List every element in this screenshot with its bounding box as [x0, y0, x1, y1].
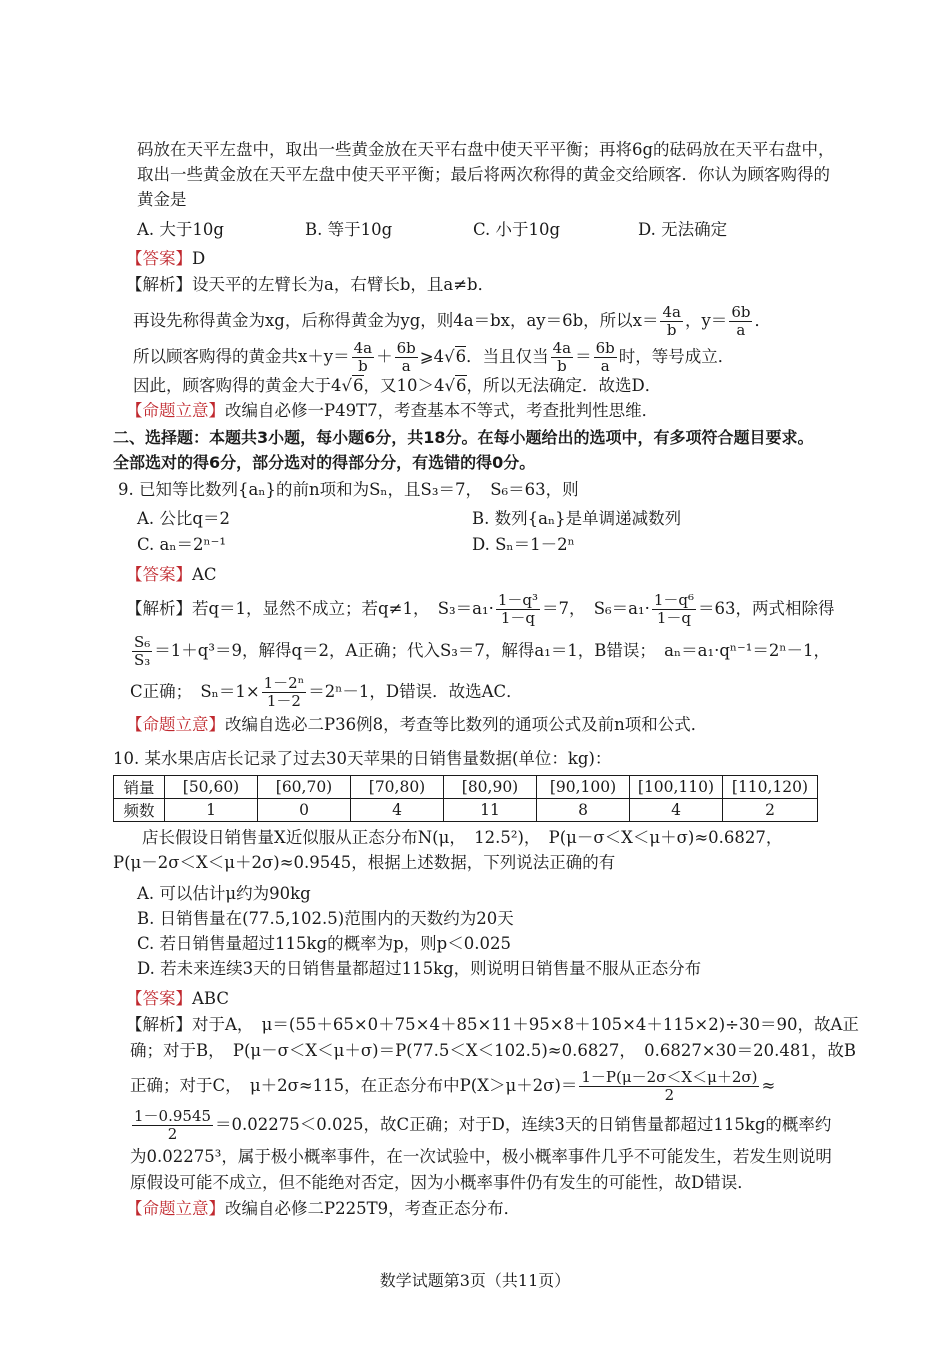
section2-header-line2: 全部选对的得6分，部分选对的得部分分，有选错的得0分。 [113, 453, 536, 472]
q9-answer: 【答案】AC [126, 565, 217, 584]
q8-stem-line3: 黄金是 [137, 190, 187, 209]
answer-label: 【答案】 [126, 249, 192, 268]
q10-answer: 【答案】ABC [126, 989, 229, 1008]
page-footer: 数学试题第3页（共11页） [379, 1271, 571, 1290]
table-cell: [70,80) [351, 776, 444, 799]
q10-analysis-line6: 原假设可能不成立，但不能绝对否定，因为小概率事件仍有发生的可能性，故D错误． [130, 1173, 754, 1192]
q10-intent: 【命题立意】改编自必修二P225T9，考查正态分布． [126, 1199, 521, 1218]
q10-option-a: A. 可以估计μ约为90kg [137, 884, 311, 903]
intent-label: 【命题立意】 [126, 715, 225, 734]
table-cell: 1 [165, 799, 258, 822]
table-cell: [80,90) [444, 776, 537, 799]
q10-stem-line2: 店长假设日销售量X近似服从正态分布N(μ， 12.5²)， P(μ－σ＜X＜μ＋σ)≈0.6827， [142, 828, 783, 847]
table-cell: [100,110) [630, 776, 723, 799]
fraction: $\frac{4a}{b}$ [552, 339, 572, 375]
q8-option-d: D. 无法确定 [638, 220, 728, 239]
q8-intent: 【命题立意】改编自必修一P49T7，考查基本不等式，考查批判性思维． [126, 401, 659, 420]
q9-analysis-line3: C正确； Sₙ＝1× $\frac{\text{1－2ⁿ}}{1-2}$ ＝2ⁿ－1，D错误．故选AC． [130, 674, 523, 710]
q10-option-c: C. 若日销售量超过115kg的概率为p，则p＜0.025 [137, 934, 511, 953]
q8-option-a: A. 大于10g [137, 220, 224, 239]
intent-label: 【命题立意】 [126, 1199, 225, 1218]
q8-stem-line2: 取出一些黄金放在天平左盘中使天平平衡；最后将两次称得的黄金交给顾客．你认为顾客购得的 [137, 165, 830, 184]
table-cell: 0 [258, 799, 351, 822]
table-cell: [60,70) [258, 776, 351, 799]
q8-analysis-line3: 所以顾客购得的黄金共x＋y＝ $\frac{4a}{b}$ ＋ $\frac{6b}{a}$ ⩾4√6．当且仅当 $\frac{4a}{b}$ ＝ $\frac{6b}{a}$ 时，等号成立． [133, 339, 735, 375]
q9-option-c: C. aₙ＝2ⁿ⁻¹ [137, 535, 226, 554]
q8-analysis-line1: 【解析】设天平的左臂长为a，右臂长b，且a≠b． [126, 275, 495, 294]
q8-answer-value: D [192, 249, 206, 268]
table-cell: 销量 [114, 776, 165, 799]
q10-stem-line3: P(μ－2σ＜X＜μ＋2σ)≈0.9545，根据上述数据，下列说法正确的有 [113, 853, 616, 872]
q9-option-d: D. Sₙ＝1－2ⁿ [472, 535, 575, 554]
fraction: $\frac{\text{1－2ⁿ}}{1-2}$ [263, 674, 305, 710]
table-cell: 8 [537, 799, 630, 822]
fraction: $\frac{\text{1－q⁶}}{1-q}$ [653, 591, 695, 627]
q9-stem: 9. 已知等比数列{aₙ}的前n项和为Sₙ，且S₃＝7， S₆＝63，则 [118, 480, 579, 499]
q8-analysis-line2: 再设先称得黄金为xg，后称得黄金为yg，则4a＝bx，ay＝6b，所以x＝ $\frac{4a}{b}$ ，y＝ $\frac{6b}{a}$ ． [133, 303, 771, 339]
analysis-label: 【解析】 [126, 599, 192, 618]
table-cell: 2 [723, 799, 818, 822]
q8-answer [126, 247, 205, 271]
q9-analysis-line1: 【解析】若q＝1，显然不成立；若q≠1， S₃＝a₁· $\frac{\text{1－q³}}{1-q}$ ＝7， S₆＝a₁· $\frac{\text{1－q⁶}}{1-q}$ ＝63，两式相除得 [126, 591, 835, 627]
table-cell: 4 [630, 799, 723, 822]
fraction: $\frac{4a}{b}$ [662, 303, 681, 339]
q10-analysis-line3: 正确；对于C， μ＋2σ≈115，在正态分布中P(X＞μ＋2σ)＝ $\frac{1-P(\mu-2\sigma<X<\mu+2\sigma)}{2}$ ≈ [130, 1068, 776, 1104]
fraction: $\frac{1-0.9545}{2}$ [134, 1107, 212, 1143]
q10-analysis-line4: $\frac{1-0.9545}{2}$ ＝0.02275＜0.025，故C正确；对于D，连续3天的日销售量都超过115kg的概率约 [134, 1107, 832, 1143]
q8-option-c: C. 小于10g [473, 220, 561, 239]
q8-option-b: B. 等于10g [305, 220, 393, 239]
section2-header-line1: 二、选择题：本题共3小题，每小题6分，共18分。在每小题给出的选项中，有多项符合题目要求。 [113, 428, 814, 447]
table-cell: 11 [444, 799, 537, 822]
q10-analysis-line1: 【解析】对于A， μ＝(55＋65×0＋75×4＋85×11＋95×8＋105×4＋115×2)÷30＝90，故A正 [126, 1015, 859, 1034]
q10-analysis-line2: 确；对于B， P(μ－σ＜X＜μ＋σ)＝P(77.5＜X＜102.5)≈0.6827， 0.6827×30＝20.481，故B [130, 1041, 856, 1060]
fraction: $\frac{6b}{a}$ [595, 339, 615, 375]
fraction: $\frac{4a}{b}$ [353, 339, 373, 375]
table-cell: [50,60) [165, 776, 258, 799]
table-cell: [110,120) [723, 776, 818, 799]
table-row [114, 799, 818, 822]
q10-stem: 10. 某水果店店长记录了过去30天苹果的日销售量数据(单位：kg)： [113, 749, 612, 768]
fraction: $\frac{\text{1－q³}}{1-q}$ [497, 591, 538, 627]
intent-label: 【命题立意】 [126, 401, 225, 420]
analysis-label: 【解析】 [126, 1015, 192, 1034]
table-cell: 频数 [114, 799, 165, 822]
q10-option-b: B. 日销售量在(77.5,102.5)范围内的天数约为20天 [137, 909, 514, 928]
analysis-label: 【解析】 [126, 275, 192, 294]
q9-option-b: B. 数列{aₙ}是单调递减数列 [472, 509, 682, 528]
table-cell: [90,100) [537, 776, 630, 799]
q10-analysis-line5: 为0.02275³，属于极小概率事件，在一次试验中，极小概率事件几乎不可能发生，若发生则说明 [130, 1147, 832, 1166]
q8-analysis-line4: 因此，顾客购得的黄金大于4√6，又10＞4√6，所以无法确定．故选D． [133, 376, 662, 395]
fraction: $\frac{\text{S₆}}{\text{S₃}}$ [134, 633, 151, 669]
q9-option-a: A. 公比q＝2 [137, 509, 230, 528]
fraction: $\frac{6b}{a}$ [731, 303, 751, 339]
q9-intent: 【命题立意】改编自选必二P36例8，考查等比数列的通项公式及前n项和公式． [126, 715, 708, 734]
table-row [114, 776, 818, 799]
q9-analysis-line2: $\frac{\text{S₆}}{\text{S₃}}$ ＝1＋q³＝9，解得q＝2，A正确；代入S₃＝7，解得a₁＝1，B错误； aₙ＝a₁·qⁿ⁻¹＝2ⁿ－1， [134, 633, 831, 669]
fraction: $\frac{6b}{a}$ [396, 339, 416, 375]
answer-label: 【答案】 [126, 565, 192, 584]
sales-frequency-table [113, 775, 818, 822]
q10-option-d: D. 若未来连续3天的日销售量都超过115kg，则说明日销售量不服从正态分布 [137, 959, 702, 978]
fraction: $\frac{1-P(\mu-2\sigma<X<\mu+2\sigma)}{2}$ [581, 1068, 758, 1104]
answer-label: 【答案】 [126, 989, 192, 1008]
q8-stem-line1: 码放在天平左盘中，取出一些黄金放在天平右盘中使天平平衡；再将6g的砝码放在天平右盘中， [137, 140, 835, 159]
table-cell: 4 [351, 799, 444, 822]
